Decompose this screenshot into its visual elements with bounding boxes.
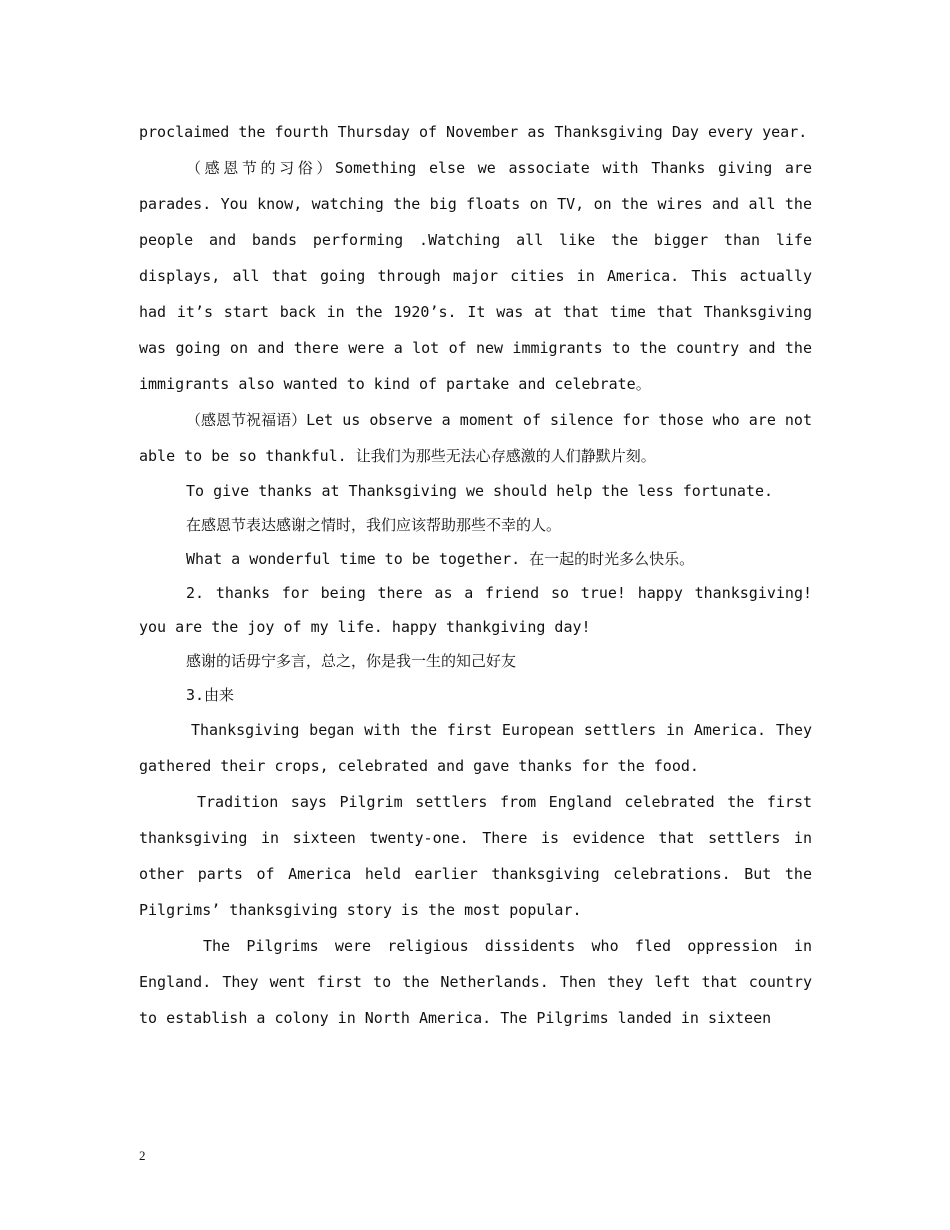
paragraph-proclamation: proclaimed the fourth Thursday of November as Thanksgiving Day every year. (139, 123, 808, 141)
paragraph-wonderful-time: What a wonderful time to be together. 在一起的时光多么快乐。 (186, 550, 695, 568)
paragraph-greetings: （感恩节祝福语）Let us observe a moment of silence for those who are not able to be so thankful. 让我们为那些无法心存感激的人们静默片刻。 (139, 411, 812, 465)
paragraph-pilgrims: The Pilgrims were religious dissidents who fled oppression in England. They went first to the Netherlands. Then they left that country to establish a colony in North America. The Pilgrims landed in sixteen (139, 937, 812, 1027)
page-number: 2 (139, 1148, 146, 1163)
paragraph-friend-greeting: 2. thanks for being there as a friend so true! happy thanksgiving! you are the joy of my life. happy thankgiving day! (139, 584, 812, 636)
section-heading-origin: 3.由来 (186, 686, 235, 704)
document-body (139, 114, 812, 1036)
paragraph-customs: （感恩节的习俗）Something else we associate with Thanks giving are parades. You know, watching the big floats on TV, on the wires and all the people and bands performing .Watching all like the bigger than life displays, all that going through major cities in America. This actually had it’s start back in the 1920’s. It was at that time that Thanksgiving was going on and there were a lot of new immigrants to the country and the immigrants also wanted to kind of partake and celebrate。 (139, 159, 812, 393)
paragraph-give-thanks-chinese: 在感恩节表达感谢之情时，我们应该帮助那些不幸的人。 (186, 516, 562, 534)
paragraph-origin: Thanksgiving began with the first European settlers in America. They gathered their crops, celebrated and gave thanks for the food. (139, 721, 812, 775)
paragraph-give-thanks: To give thanks at Thanksgiving we should help the less fortunate. (186, 482, 773, 500)
paragraph-tradition: Tradition says Pilgrim settlers from England celebrated the first thanksgiving in sixteen twenty-one. There is evidence that settlers in other parts of America held earlier thanksgiving celebrations. But the Pilgrims’ thanksgiving story is the most popular. (139, 793, 812, 919)
paragraph-friend-greeting-chinese: 感谢的话毋宁多言，总之，你是我一生的知己好友 (186, 652, 517, 670)
